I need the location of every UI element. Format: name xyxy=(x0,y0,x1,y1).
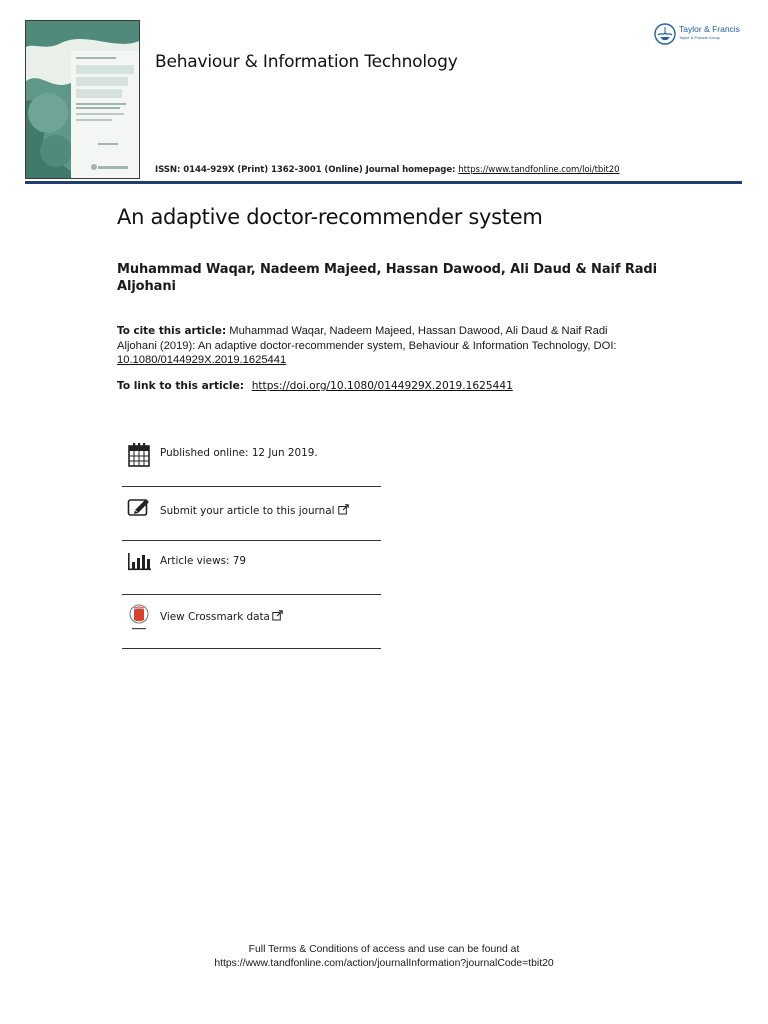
publisher-group: Taylor & Francis Group xyxy=(679,35,720,40)
edit-icon xyxy=(127,495,151,523)
bar-chart-icon xyxy=(127,549,151,577)
article-link-line xyxy=(117,380,513,392)
journal-title: Behaviour & Information Technology xyxy=(155,52,458,72)
published-row xyxy=(122,432,381,487)
crossmark-icon xyxy=(127,604,151,632)
article-title: An adaptive doctor-recommender system xyxy=(117,205,543,229)
issn-line xyxy=(155,165,620,175)
crossmark-link[interactable] xyxy=(160,610,283,623)
submit-row[interactable] xyxy=(122,487,381,541)
journal-homepage-link[interactable]: https://www.tandfonline.com/loi/tbit20 xyxy=(458,165,620,175)
header-divider xyxy=(25,181,742,184)
external-link-icon xyxy=(338,504,349,515)
citation-text: Muhammad Waqar, Nadeem Majeed, Hassan Dawood, Ali Daud & Naif Radi Aljohani (2019): An adaptive doctor-recommender system, Behaviour & Information Technology, DOI: xyxy=(117,325,617,352)
article-views: Article views: 79 xyxy=(160,555,247,567)
journal-cover-image xyxy=(25,20,140,179)
published-date: Published online: 12 Jun 2019. xyxy=(160,447,318,459)
calendar-icon xyxy=(127,441,151,469)
article-authors: Muhammad Waqar, Nadeem Majeed, Hassan Dawood, Ali Daud & Naif Radi Aljohani xyxy=(117,262,657,294)
issn-text: ISSN: 0144-929X (Print) 1362-3001 (Online) Journal homepage: xyxy=(155,165,459,175)
citation-block xyxy=(117,324,647,368)
crossmark-row[interactable] xyxy=(122,595,381,649)
views-row xyxy=(122,541,381,595)
article-link-label: To link to this article: xyxy=(117,380,248,392)
terms-url[interactable]: https://www.tandfonline.com/action/journalInformation?journalCode=tbit20 xyxy=(214,958,554,969)
publisher-name: Taylor & Francis xyxy=(679,24,740,34)
external-link-icon xyxy=(272,610,283,621)
citation-label: To cite this article: xyxy=(117,325,227,337)
citation-doi-link[interactable]: 10.1080/0144929X.2019.1625441 xyxy=(117,354,287,366)
publisher-emblem-icon xyxy=(654,23,676,45)
article-doi-url[interactable]: https://doi.org/10.1080/0144929X.2019.1625441 xyxy=(251,380,513,392)
submit-article-label: Submit your article to this journal xyxy=(160,505,335,517)
article-meta-list xyxy=(122,432,381,649)
crossmark-label: View Crossmark data xyxy=(160,611,270,623)
taylor-francis-logo[interactable] xyxy=(654,22,754,48)
submit-article-link[interactable] xyxy=(160,504,349,517)
terms-footer xyxy=(0,943,768,971)
terms-text: Full Terms & Conditions of access and use can be found at xyxy=(248,944,520,955)
